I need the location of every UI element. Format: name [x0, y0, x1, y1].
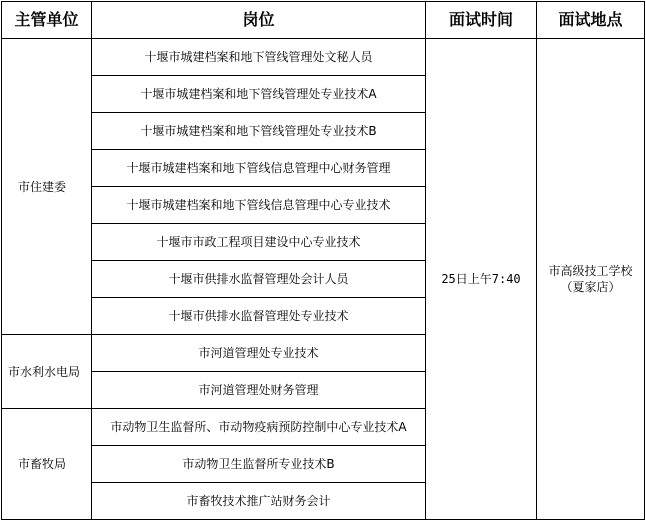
header-time: 面试时间 — [426, 2, 537, 39]
interview-place-line1: 市高级技工学校 — [548, 264, 633, 278]
position-cell: 十堰市市政工程项目建设中心专业技术 — [92, 224, 426, 261]
interview-place-line2: （夏家店） — [560, 280, 621, 294]
position-cell: 市河道管理处财务管理 — [92, 372, 426, 409]
interview-place-cell — [537, 39, 645, 520]
unit-cell-housing: 市住建委 — [2, 39, 92, 335]
position-cell: 十堰市城建档案和地下管线信息管理中心财务管理 — [92, 150, 426, 187]
table-row — [2, 39, 645, 76]
position-cell: 市畜牧技术推广站财务会计 — [92, 483, 426, 520]
unit-cell-livestock: 市畜牧局 — [2, 409, 92, 520]
interview-schedule-table — [1, 1, 645, 520]
position-cell: 市动物卫生监督所专业技术B — [92, 446, 426, 483]
position-cell: 市河道管理处专业技术 — [92, 335, 426, 372]
position-cell: 市动物卫生监督所、市动物疫病预防控制中心专业技术A — [92, 409, 426, 446]
header-row — [2, 2, 645, 39]
position-cell: 十堰市城建档案和地下管线管理处文秘人员 — [92, 39, 426, 76]
position-cell: 十堰市供排水监督管理处专业技术 — [92, 298, 426, 335]
unit-cell-water: 市水利水电局 — [2, 335, 92, 409]
header-unit: 主管单位 — [2, 2, 92, 39]
header-position: 岗位 — [92, 2, 426, 39]
position-cell: 十堰市城建档案和地下管线信息管理中心专业技术 — [92, 187, 426, 224]
position-cell: 十堰市城建档案和地下管线管理处专业技术B — [92, 113, 426, 150]
header-place: 面试地点 — [537, 2, 645, 39]
position-cell: 十堰市供排水监督管理处会计人员 — [92, 261, 426, 298]
interview-time-cell: 25日上午7:40 — [426, 39, 537, 520]
position-cell: 十堰市城建档案和地下管线管理处专业技术A — [92, 76, 426, 113]
